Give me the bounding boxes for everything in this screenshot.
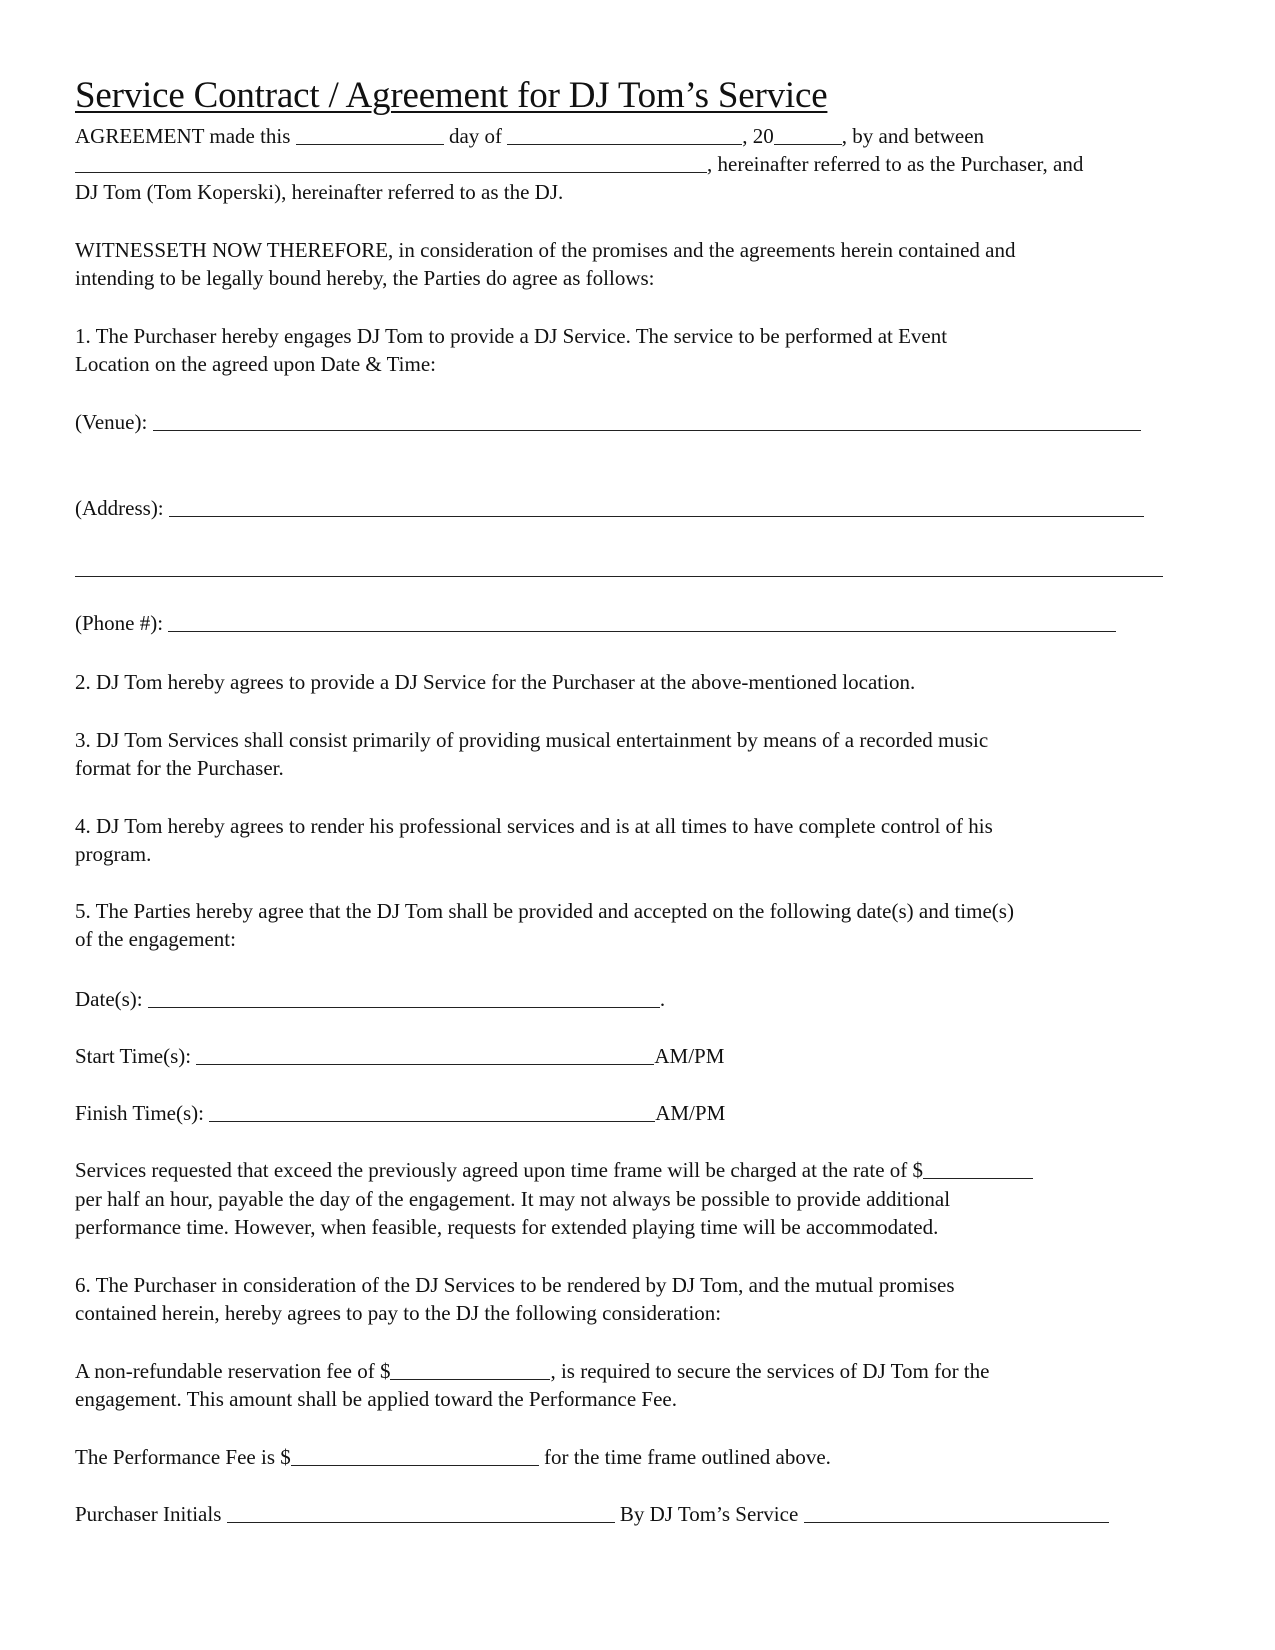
phone-label: (Phone #): (75, 611, 169, 635)
performance-fee-row (75, 1443, 831, 1471)
reservation-line-2: engagement. This amount shall be applied toward the Performance Fee. (75, 1387, 678, 1411)
overtime-text: Services requested that exceed the previously agreed upon time frame will be charged at the rate of $ (75, 1158, 924, 1182)
venue-field[interactable] (153, 412, 1141, 431)
finish-time-label: Finish Time(s): (75, 1101, 210, 1125)
address-row (75, 494, 1144, 522)
overtime-rate-field[interactable] (923, 1160, 1033, 1179)
dj-signature-field[interactable] (804, 1504, 1109, 1523)
clause-1-line-2: Location on the agreed upon Date & Time: (75, 352, 437, 376)
overtime-line-3: performance time. However, when feasible, requests for extended playing time will be accommodated. (75, 1215, 939, 1239)
intro-line-2 (75, 150, 1083, 178)
performance-fee-label: The Performance Fee is $ (75, 1445, 291, 1469)
reservation-line-1 (75, 1357, 989, 1385)
clause-3-line-1: 3. DJ Tom Services shall consist primarily of providing musical entertainment by means of a recorded music (75, 728, 989, 752)
clause-4-line-1: 4. DJ Tom hereby agrees to render his professional services and is at all times to have complete control of his (75, 814, 993, 838)
start-time-row (75, 1042, 724, 1070)
performance-fee-suffix: for the time frame outlined above. (538, 1445, 831, 1469)
start-time-label: Start Time(s): (75, 1044, 197, 1068)
start-time-field[interactable] (196, 1046, 654, 1065)
witnesseth-line-2: intending to be legally bound hereby, the Parties do agree as follows: (75, 266, 655, 290)
clause-2: 2. DJ Tom hereby agrees to provide a DJ Service for the Purchaser at the above-mentioned location. (75, 670, 916, 694)
document-title: Service Contract / Agreement for DJ Tom’s Service (75, 75, 828, 116)
phone-row (75, 609, 1116, 637)
reservation-text: A non-refundable reservation fee of $ (75, 1359, 391, 1383)
dates-suffix: . (659, 987, 666, 1011)
intro-line-1 (75, 122, 984, 150)
clause-5-line-1: 5. The Parties hereby agree that the DJ Tom shall be provided and accepted on the following date(s) and time(s) (75, 899, 1014, 923)
finish-time-field[interactable] (209, 1103, 655, 1122)
intro-text: , by and between (841, 124, 985, 148)
dates-row (75, 985, 665, 1013)
intro-line-3: DJ Tom (Tom Koperski), hereinafter referred to as the DJ. (75, 180, 564, 204)
intro-text: , hereinafter referred to as the Purchaser, and (707, 152, 1084, 176)
phone-field[interactable] (168, 613, 1116, 632)
agreement-day-field[interactable] (296, 126, 444, 145)
reservation-text: , is required to secure the services of DJ Tom for the (550, 1359, 990, 1383)
performance-fee-field[interactable] (291, 1447, 539, 1466)
clause-5-line-2: of the engagement: (75, 927, 236, 951)
clause-1-line-1: 1. The Purchaser hereby engages DJ Tom to provide a DJ Service. The service to be performed at Event (75, 324, 948, 348)
agreement-month-field[interactable] (507, 126, 742, 145)
address-line-2-field[interactable] (75, 558, 1163, 577)
address-row-2 (75, 554, 1163, 582)
clause-6-line-2: contained herein, hereby agrees to pay to the DJ the following consideration: (75, 1301, 722, 1325)
agreement-year-field[interactable] (774, 126, 842, 145)
dj-signature-label: By DJ Tom’s Service (614, 1502, 804, 1526)
clause-3-line-2: format for the Purchaser. (75, 756, 284, 780)
dates-field[interactable] (148, 989, 660, 1008)
overtime-line-2: per half an hour, payable the day of the engagement. It may not always be possible to provide additional (75, 1187, 951, 1211)
address-label: (Address): (75, 496, 169, 520)
purchaser-initials-label: Purchaser Initials (75, 1502, 227, 1526)
witnesseth-line-1: WITNESSETH NOW THEREFORE, in consideration of the promises and the agreements herein contained and (75, 238, 1016, 262)
dates-label: Date(s): (75, 987, 148, 1011)
intro-text: , 20 (742, 124, 774, 148)
intro-text: AGREEMENT made this (75, 124, 296, 148)
purchaser-name-field[interactable] (75, 154, 707, 173)
clause-4-line-2: program. (75, 842, 152, 866)
start-ampm-label: AM/PM (654, 1044, 725, 1068)
signature-row (75, 1500, 1109, 1528)
reservation-fee-field[interactable] (390, 1361, 550, 1380)
clause-6-line-1: 6. The Purchaser in consideration of the DJ Services to be rendered by DJ Tom, and the mutual promises (75, 1273, 955, 1297)
venue-label: (Venue): (75, 410, 153, 434)
venue-row (75, 408, 1141, 436)
finish-ampm-label: AM/PM (655, 1101, 726, 1125)
address-field[interactable] (169, 498, 1144, 517)
finish-time-row (75, 1099, 725, 1127)
purchaser-initials-field[interactable] (227, 1504, 615, 1523)
intro-text: day of (443, 124, 508, 148)
overtime-line-1 (75, 1156, 1033, 1184)
